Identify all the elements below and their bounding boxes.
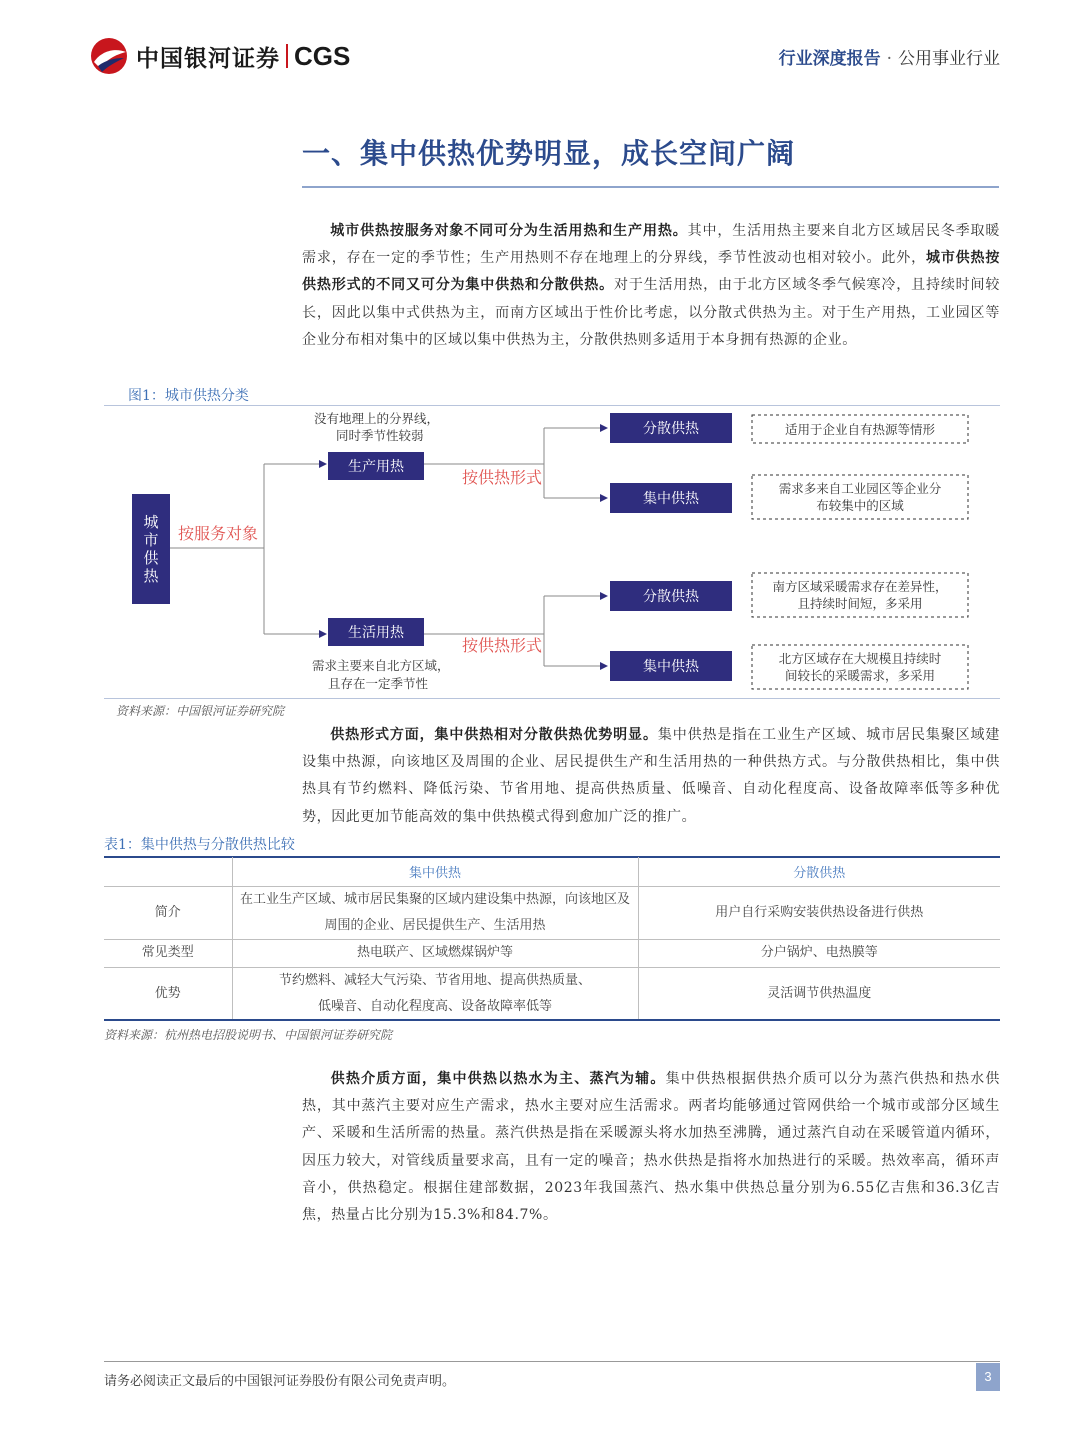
by-service-label: 按服务对象 — [178, 524, 259, 543]
row-dispersed: 灵活调节供热温度 — [638, 967, 1000, 1020]
living-label: 生活用热 — [348, 625, 404, 641]
figure-label: 图1：城市供热分类 — [128, 388, 249, 404]
row-dispersed: 用户自行采购安装供热设备进行供热 — [638, 886, 1000, 939]
production-label: 生产用热 — [348, 459, 404, 475]
paragraph-heat-classification — [302, 218, 1000, 354]
report-type: 行业深度报告 — [778, 49, 881, 69]
footer-disclaimer: 请务必阅读正文最后的中国银河证券股份有限公司免责声明。 — [104, 1374, 456, 1389]
row-central: 热电联产、区域燃煤锅炉等 — [232, 939, 638, 967]
row-name: 简介 — [104, 886, 232, 939]
page-number: 3 — [976, 1363, 1000, 1391]
desc-1: 适用于企业自有热源等情形 — [784, 422, 936, 437]
living-note-2: 且存在一定季节性 — [328, 676, 429, 691]
table-label: 表1：集中供热与分散供热比较 — [104, 837, 295, 853]
row-central-line2: 周围的企业、居民提供生产、生活用热 — [324, 917, 546, 933]
row-dispersed: 分户锅炉、电热膜等 — [638, 939, 1000, 967]
desc-4-line1: 北方区域存在大规模且持续时 — [778, 651, 942, 666]
root-char-3: 供 — [143, 549, 159, 567]
root-char-1: 城 — [143, 513, 159, 531]
root-char-2: 市 — [143, 531, 159, 549]
para1-bold2: 城市供热按供热形式的不同又可分为集中供热和分散供热。 — [302, 250, 1000, 294]
table-bottom-rule — [104, 1019, 1000, 1021]
page-header — [0, 0, 1080, 100]
title-underline — [302, 186, 999, 188]
row-central — [232, 967, 638, 1020]
row-central-line1: 在工业生产区域、城市居民集聚的区域内建设集中热源，向该地区及 — [239, 891, 630, 907]
header-separator: · — [886, 49, 892, 69]
para1-bold1: 城市供热按服务对象不同可分为生活用热和生产用热。 — [330, 223, 688, 239]
row-central — [232, 886, 638, 939]
para1-text2: 对于生活用热，由于北方区域冬季气候寒冷，且持续时间较长，因此以集中式供热为主，而南方区域出于性价比考虑，以分散式供热为主。对于生产用热，工业园区等企业分布相对集中的区域以集中供热为主，分散供热则多适用于本身拥有热源的企业。 — [302, 277, 1000, 348]
living-note-1: 需求主要来自北方区域， — [312, 658, 450, 673]
row-name: 常见类型 — [104, 939, 232, 967]
leaf-4-label: 集中供热 — [643, 659, 699, 675]
by-form-bottom-label: 按供热形式 — [462, 636, 543, 655]
desc-3-line1: 南方区域采暖需求存在差异性， — [772, 579, 948, 594]
brand-name-en: CGS — [294, 40, 351, 71]
desc-3-line2: 且持续时间短，多采用 — [797, 596, 923, 611]
brand-divider — [286, 44, 288, 68]
para2-bold: 供热形式方面，集中供热相对分散供热优势明显。 — [330, 727, 658, 743]
production-note-2: 同时季节性较弱 — [336, 428, 424, 443]
row-central-line1: 节约燃料、减轻大气污染、节省用地、提高供热质量、 — [278, 972, 591, 988]
paragraph-heating-form — [302, 722, 1000, 831]
row-name: 优势 — [154, 985, 181, 1001]
table-row — [104, 939, 1000, 967]
footer-rule — [104, 1361, 1000, 1362]
header-empty — [104, 857, 232, 886]
heat-classification-diagram — [104, 408, 1000, 698]
table-header-row — [104, 857, 1000, 886]
para3-text: 集中供热根据供热介质可以分为蒸汽供热和热水供热，其中蒸汽主要对应生产需求，热水主要对应生活需求。两者均能够通过管网供给一个城市或部分区域生产、采暖和生活所需的热量。蒸汽供热是指在采暖源头将水加热至沸腾，通过蒸汽自动在采暖管道内循环，因压力较大，对管线质量要求高，且有一定的噪音；热水供热是指将水加热进行的采暖。热效率高，循环声音小，供热稳定。根据住建部数据，2023年我国蒸汽、热水集中供热总量分别为6.55亿吉焦和36.3亿吉焦，热量占比分别为15.3%和84.7%。 — [302, 1071, 1000, 1224]
leaf-3-label: 分散供热 — [643, 589, 699, 605]
table-row — [104, 967, 1000, 1020]
brand-name-cn: 中国银河证券 — [136, 45, 280, 72]
table-row — [104, 886, 1000, 939]
root-char-4: 热 — [143, 567, 159, 585]
figure-bottom-rule — [104, 698, 1000, 699]
figure-top-rule — [104, 405, 1000, 406]
by-form-top-label: 按供热形式 — [462, 468, 543, 487]
industry-name: 公用事业行业 — [898, 49, 1000, 69]
leaf-1-label: 分散供热 — [643, 421, 699, 437]
desc-4-line2: 间较长的采暖需求，多采用 — [784, 668, 936, 683]
paragraph-heating-medium — [302, 1066, 1000, 1229]
para3-bold: 供热介质方面，集中供热以热水为主、蒸汽为辅。 — [330, 1071, 666, 1087]
company-logo — [88, 36, 350, 76]
header-dispersed: 分散供热 — [638, 857, 1000, 886]
para2-text: 集中供热是指在工业生产区域、城市居民集聚区域建设集中热源，向该地区及周围的企业、居民提供生产和生活用热的一种供热方式。与分散供热相比，集中供热具有节约燃料、降低污染、节省用地、提高供热质量、低噪音、自动化程度高、设备故障率低等多种优势，因此更加节能高效的集中供热模式得到愈加广泛的推广。 — [302, 727, 1000, 825]
row-central-line2: 低噪音、自动化程度高、设备故障率低等 — [317, 998, 552, 1014]
leaf-2-label: 集中供热 — [643, 491, 699, 507]
desc-2-line2: 布较集中的区域 — [816, 498, 904, 513]
figure-source: 资料来源：中国银河证券研究院 — [116, 704, 285, 718]
section-title: 一、集中供热优势明显，成长空间广阔 — [302, 137, 796, 170]
galaxy-logo-icon — [88, 36, 130, 76]
desc-2-line1: 需求多来自工业园区等企业分 — [778, 481, 942, 496]
report-category — [779, 44, 1000, 69]
production-note-1: 没有地理上的分界线， — [314, 411, 440, 426]
header-central: 集中供热 — [232, 857, 638, 886]
comparison-table — [104, 857, 1000, 1020]
para1-text1: 其中，生活用热主要来自北方区域居民冬季取暖需求，存在一定的季节性；生产用热则不存在地理上的分界线，季节性波动也相对较小。此外， — [302, 223, 1000, 267]
table-source: 资料来源：杭州热电招股说明书、中国银河证券研究院 — [104, 1028, 393, 1042]
